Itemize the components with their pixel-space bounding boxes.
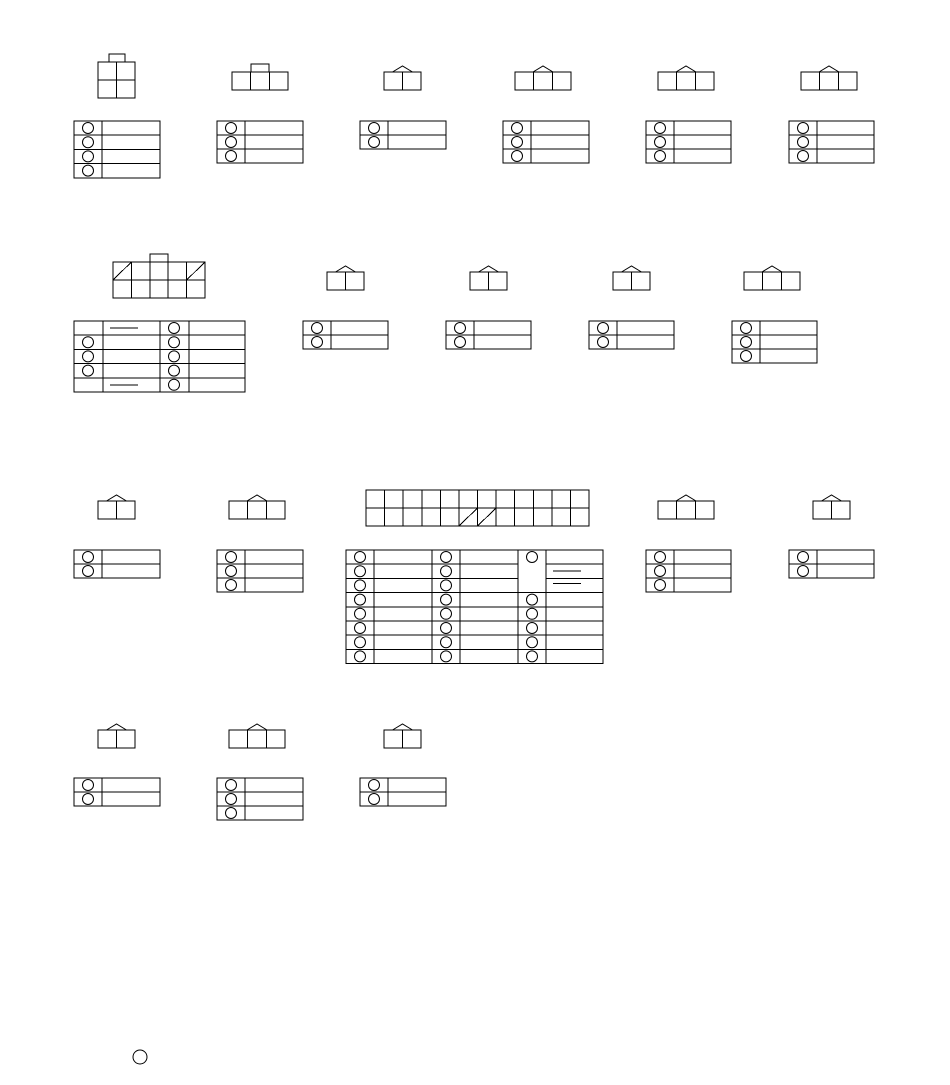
housing-key xyxy=(822,495,842,501)
housing-key xyxy=(762,266,782,272)
pin-circle xyxy=(226,780,237,791)
pin-circle xyxy=(355,594,366,605)
housing-key xyxy=(393,724,413,730)
connector-c7 xyxy=(74,254,245,392)
housing-tab xyxy=(109,54,125,62)
pin-circle xyxy=(355,637,366,648)
pin-circle xyxy=(527,608,538,619)
housing-key xyxy=(533,66,553,72)
housing-outline xyxy=(515,72,571,90)
pin-circle xyxy=(512,137,523,148)
pin-circle xyxy=(226,123,237,134)
pin-circle xyxy=(441,552,452,563)
pin-circle xyxy=(441,566,452,577)
pin-circle xyxy=(655,123,666,134)
pin-circle xyxy=(83,165,94,176)
pin-circle xyxy=(655,566,666,577)
connector-c14 xyxy=(346,490,603,664)
pin-circle xyxy=(455,323,466,334)
pin-circle xyxy=(312,337,323,348)
connector-c11 xyxy=(732,266,817,363)
housing-key xyxy=(819,66,839,72)
connector-c3 xyxy=(360,66,446,149)
housing-key xyxy=(247,724,267,730)
pin-circle xyxy=(598,337,609,348)
pin-circle xyxy=(369,794,380,805)
pin-circle xyxy=(83,123,94,134)
connector-c1 xyxy=(74,54,160,178)
connector-c18 xyxy=(217,724,303,820)
housing-outline xyxy=(232,72,288,90)
pin-table-outline xyxy=(646,121,731,163)
pin-circle xyxy=(369,137,380,148)
connector-c2 xyxy=(217,64,303,163)
connector-c9 xyxy=(446,266,531,349)
pin-table-outline xyxy=(732,321,817,363)
pin-circle xyxy=(83,794,94,805)
pin-circle xyxy=(169,365,180,376)
connector-c12 xyxy=(74,495,160,578)
connector-c16 xyxy=(789,495,874,578)
pin-circle xyxy=(527,637,538,648)
pin-circle xyxy=(226,808,237,819)
pin-circle xyxy=(355,566,366,577)
pin-circle xyxy=(83,552,94,563)
pin-circle xyxy=(312,323,323,334)
pin-circle xyxy=(441,580,452,591)
pin-circle xyxy=(798,137,809,148)
pin-circle xyxy=(512,123,523,134)
pin-circle xyxy=(169,351,180,362)
pin-circle xyxy=(655,580,666,591)
housing-key xyxy=(247,495,267,501)
connector-c10 xyxy=(589,266,674,349)
pin-circle xyxy=(441,608,452,619)
connector-c15 xyxy=(646,495,731,592)
pin-circle xyxy=(83,365,94,376)
pin-circle xyxy=(441,651,452,662)
pin-circle xyxy=(226,794,237,805)
pin-circle xyxy=(369,123,380,134)
pin-circle xyxy=(169,379,180,390)
housing-key xyxy=(676,495,696,501)
pin-circle xyxy=(83,780,94,791)
housing-key xyxy=(676,66,696,72)
legend-circle-icon xyxy=(133,1050,147,1064)
pin-circle xyxy=(355,552,366,563)
pin-circle xyxy=(512,151,523,162)
blank-cavity-diagonal xyxy=(478,508,497,526)
pin-circle xyxy=(355,651,366,662)
blank-cavity-diagonal xyxy=(187,262,205,280)
pin-circle xyxy=(527,623,538,634)
pin-circle xyxy=(83,337,94,348)
pin-table-outline xyxy=(217,550,303,592)
pin-circle xyxy=(226,580,237,591)
pin-circle xyxy=(226,151,237,162)
pin-circle xyxy=(598,323,609,334)
pin-circle xyxy=(441,623,452,634)
pin-circle xyxy=(527,594,538,605)
pin-circle xyxy=(798,552,809,563)
pin-circle xyxy=(741,323,752,334)
pin-circle xyxy=(226,552,237,563)
pin-circle xyxy=(169,323,180,334)
pin-circle xyxy=(169,337,180,348)
connector-c5 xyxy=(646,66,731,163)
pin-circle xyxy=(83,566,94,577)
pin-table-outline xyxy=(789,121,874,163)
pin-circle xyxy=(83,151,94,162)
pin-circle xyxy=(655,151,666,162)
pin-circle xyxy=(798,566,809,577)
connector-c8 xyxy=(303,266,388,349)
connector-c4 xyxy=(503,66,589,163)
pin-table-outline xyxy=(503,121,589,163)
housing-key xyxy=(622,266,642,272)
pin-circle xyxy=(83,351,94,362)
pin-circle xyxy=(355,608,366,619)
blank-cavity-diagonal xyxy=(113,262,131,280)
connector-c17 xyxy=(74,724,160,806)
housing-key xyxy=(336,266,356,272)
pin-circle xyxy=(655,552,666,563)
pin-circle xyxy=(369,780,380,791)
blank-cavity-diagonal xyxy=(459,508,478,526)
pin-circle xyxy=(355,623,366,634)
housing-tab xyxy=(251,64,269,72)
housing-key xyxy=(107,495,127,501)
connector-c13 xyxy=(217,495,303,592)
pin-circle xyxy=(798,151,809,162)
legend xyxy=(133,1050,147,1064)
connector-c19 xyxy=(360,724,446,806)
pin-circle xyxy=(655,137,666,148)
housing-outline xyxy=(658,72,714,90)
pin-circle xyxy=(355,580,366,591)
pin-circle xyxy=(226,566,237,577)
housing-outline xyxy=(744,272,800,290)
pin-circle xyxy=(527,552,538,563)
pin-circle xyxy=(441,637,452,648)
pin-table-outline xyxy=(646,550,731,592)
housing-key xyxy=(393,66,413,72)
housing-outline xyxy=(658,501,714,519)
pin-circle xyxy=(527,651,538,662)
housing-outline xyxy=(229,501,285,519)
housing-outline xyxy=(229,730,285,748)
pin-circle xyxy=(83,137,94,148)
housing-key xyxy=(107,724,127,730)
pin-circle xyxy=(798,123,809,134)
connector-c6 xyxy=(789,66,874,163)
pin-circle xyxy=(441,594,452,605)
pin-circle xyxy=(741,337,752,348)
pin-circle xyxy=(741,351,752,362)
pin-table-outline xyxy=(217,778,303,820)
housing-tab xyxy=(150,254,168,262)
pin-table-outline xyxy=(217,121,303,163)
pin-circle xyxy=(226,137,237,148)
housing-outline xyxy=(801,72,857,90)
pin-circle xyxy=(455,337,466,348)
housing-key xyxy=(479,266,499,272)
